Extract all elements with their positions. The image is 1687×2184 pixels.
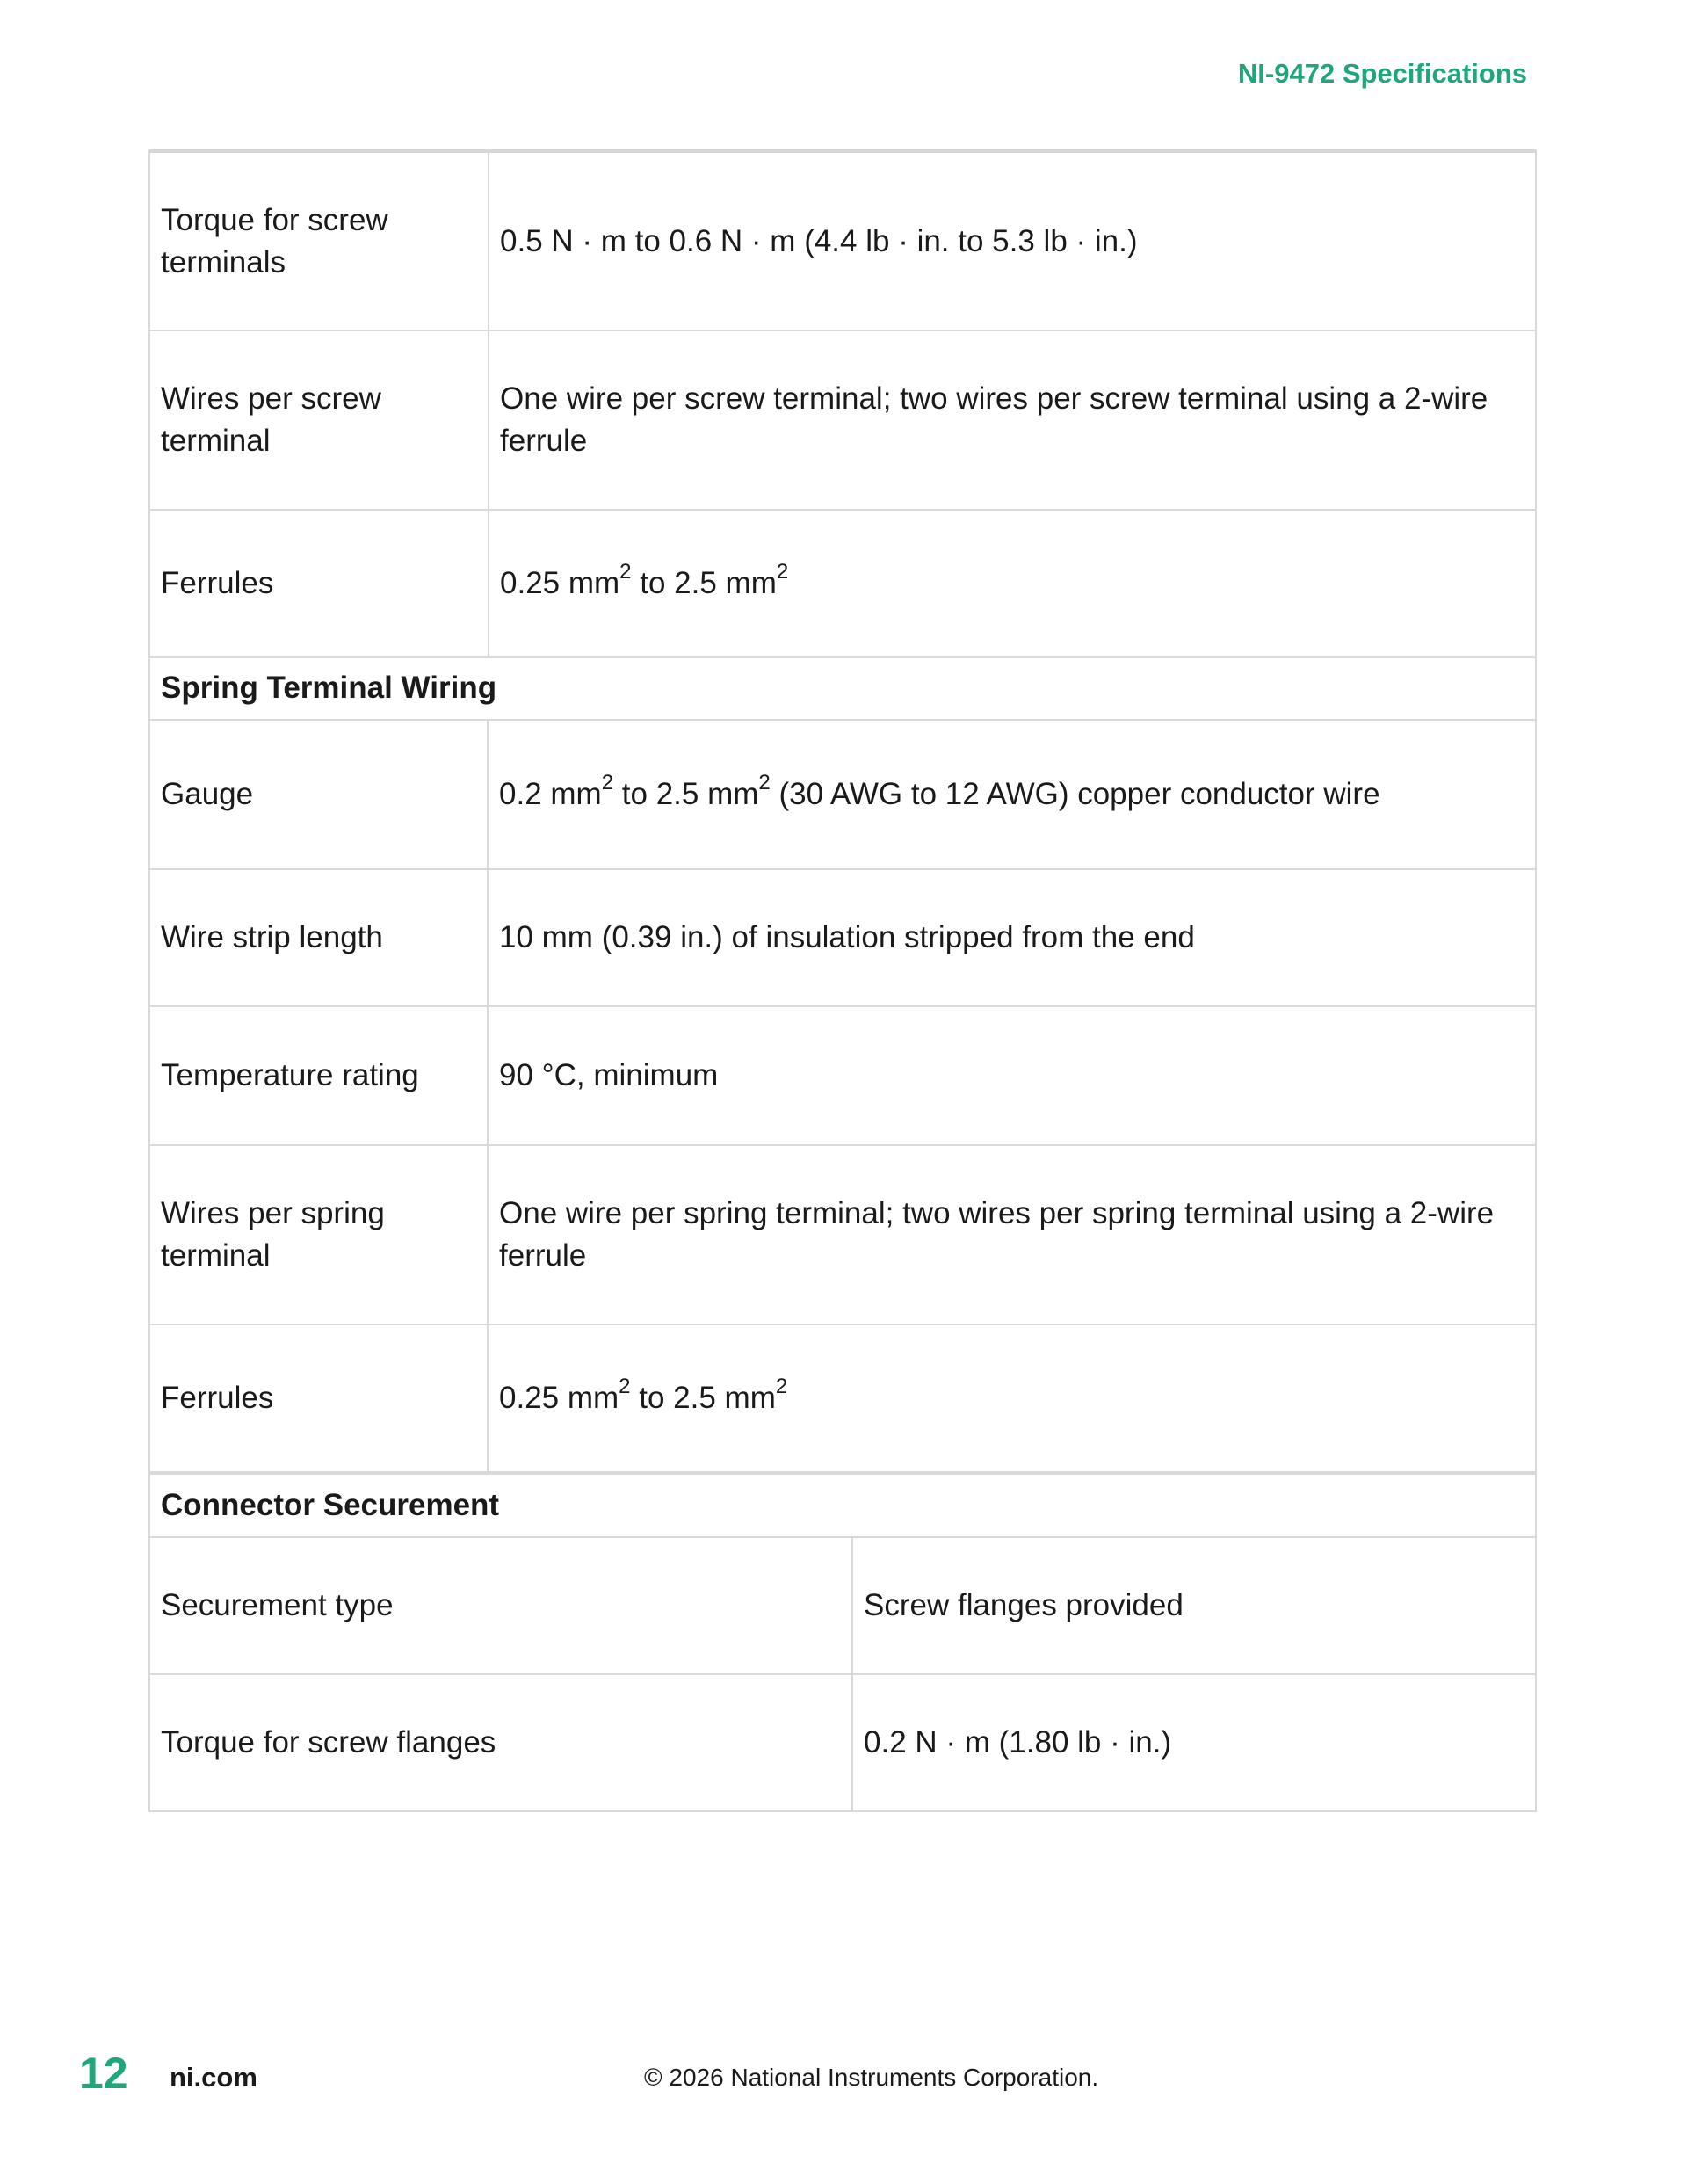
spec-value: One wire per screw terminal; two wires per screw terminal using a 2-wire ferrule — [489, 330, 1536, 510]
superscript: 2 — [619, 560, 632, 584]
spec-value — [488, 720, 1536, 869]
section-header-row — [149, 657, 1536, 720]
page-number: 12 — [79, 2049, 128, 2098]
table-row — [149, 330, 1536, 510]
spec-label: Torque for screw terminals — [149, 151, 489, 330]
spec-label: Torque for screw flanges — [149, 1674, 852, 1811]
copyright-text: © 2026 National Instruments Corporation. — [644, 2064, 1099, 2091]
superscript: 2 — [601, 771, 614, 795]
connector-securement-table — [148, 1473, 1537, 1812]
spec-value — [488, 1324, 1536, 1472]
superscript: 2 — [775, 1375, 788, 1399]
table-row — [149, 1537, 1536, 1674]
spec-label: Wires per spring terminal — [149, 1145, 488, 1324]
table-row — [149, 151, 1536, 330]
spec-value: 90 °C, minimum — [488, 1006, 1536, 1145]
section-header-row — [149, 1474, 1536, 1537]
spec-label: Securement type — [149, 1537, 852, 1674]
spec-label: Ferrules — [149, 1324, 488, 1472]
superscript: 2 — [619, 1375, 631, 1399]
spec-value: 10 mm (0.39 in.) of insulation stripped from the end — [488, 869, 1536, 1006]
section-title: Connector Securement — [149, 1474, 1536, 1537]
table-row — [149, 1006, 1536, 1145]
table-row — [149, 510, 1536, 657]
table-row — [149, 720, 1536, 869]
superscript: 2 — [758, 771, 771, 795]
spec-value: 0.5 N · m to 0.6 N · m (4.4 lb · in. to 5.3 lb · in.) — [489, 151, 1536, 330]
spec-value: One wire per spring terminal; two wires per spring terminal using a 2-wire ferrule — [488, 1145, 1536, 1324]
table-row — [149, 869, 1536, 1006]
spec-label: Wires per screw terminal — [149, 330, 489, 510]
value-part: to 2.5 mm — [613, 777, 759, 811]
superscript: 2 — [776, 560, 789, 584]
spring-terminal-table — [148, 656, 1537, 1473]
spec-label: Wire strip length — [149, 869, 488, 1006]
value-part: to 2.5 mm — [631, 566, 777, 600]
spec-label: Temperature rating — [149, 1006, 488, 1145]
value-part: (30 AWG to 12 AWG) copper conductor wire — [770, 777, 1380, 811]
value-part: 0.2 mm — [499, 777, 602, 811]
spec-value: 0.2 N · m (1.80 lb · in.) — [852, 1674, 1536, 1811]
site-link[interactable]: ni.com — [170, 2062, 257, 2093]
table-row — [149, 1324, 1536, 1472]
specifications-table — [148, 149, 1537, 658]
table-row — [149, 1674, 1536, 1811]
spec-label: Gauge — [149, 720, 488, 869]
section-title: Spring Terminal Wiring — [149, 657, 1536, 720]
spec-value — [489, 510, 1536, 657]
value-part: 0.25 mm — [499, 1381, 619, 1415]
spec-value: Screw flanges provided — [852, 1537, 1536, 1674]
spec-label: Ferrules — [149, 510, 489, 657]
value-part: 0.25 mm — [500, 566, 620, 600]
document-title: NI-9472 Specifications — [1237, 58, 1527, 89]
table-row — [149, 1145, 1536, 1324]
value-part: to 2.5 mm — [630, 1381, 776, 1415]
